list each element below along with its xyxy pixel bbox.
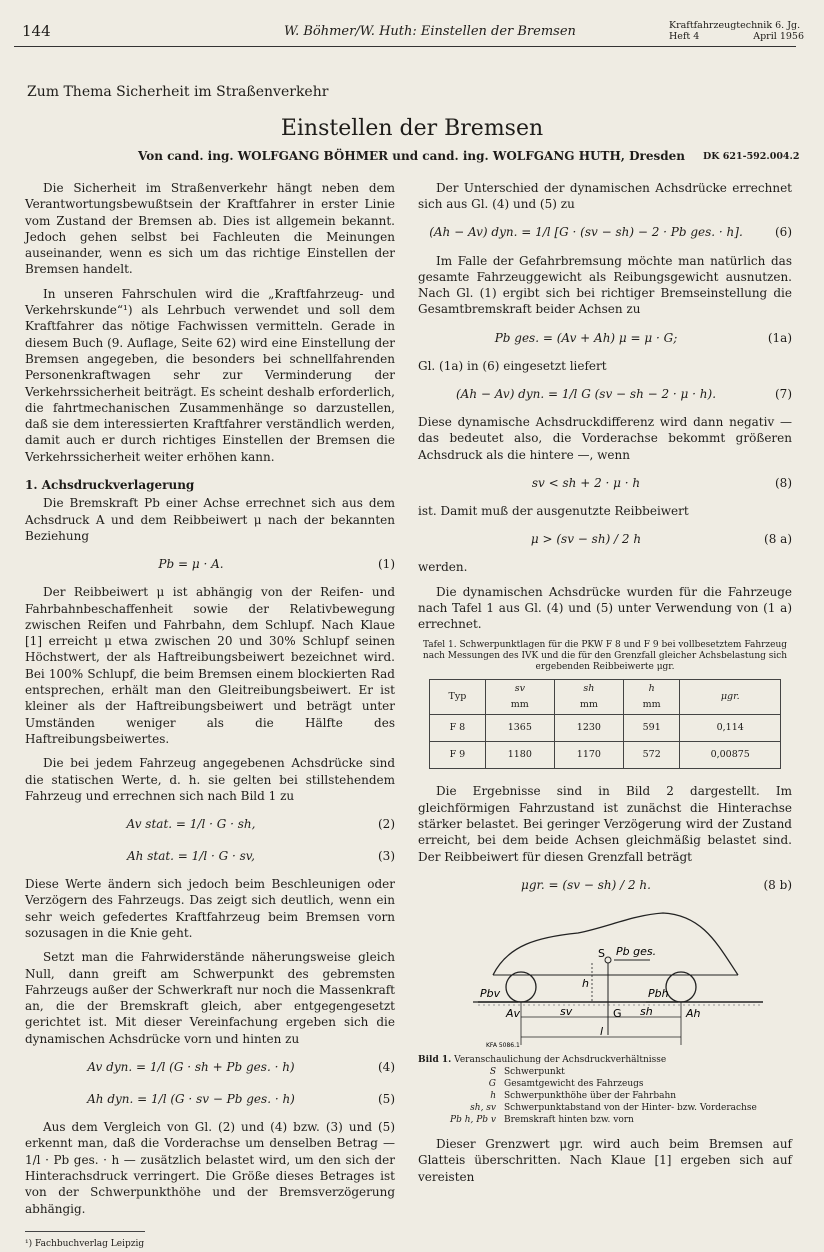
equation — [418, 471, 792, 495]
running-title: W. Böhmer/W. Huth: Einstellen der Bremsen — [284, 24, 576, 39]
paragraph: Aus dem Vergleich von Gl. (2) und (4) bzw. (3) und (5) erkennt man, daß die Vorderachse um denselben Betrag — 1/l · Pb ges. · h — zusätzlich belastet wird, um den sich der Hinterachsdruck verringert. Die Größe dieses Betrages ist von der Schwerpunkthöhe und der Bremsverzögerung abhängig. — [25, 1120, 395, 1216]
label-pbh: Pbh — [648, 986, 669, 1000]
equation-body: sv < sh + 2 · μ · h — [531, 475, 641, 490]
footnote: ¹) Fachbuchverlag Leipzig — [25, 1231, 145, 1252]
equation-body: Ah dyn. = 1/l (G · sv − Pb ges. · h) — [87, 1091, 295, 1106]
equation — [25, 844, 395, 868]
paragraph: Die Sicherheit im Straßenverkehr hängt neben dem Verantwortungsbewußtsein der Kraftfahrer in erster Linie vom Zustand der Bremsen ab. Dies ist allgemein bekannt. Jedoch gehen selbst bei Fachleuten die Meinungen auseinander, wenn es sich um das richtige Einstellen der Bremsen handelt. — [25, 181, 395, 277]
table-row — [430, 742, 781, 769]
equation-number: (5) — [378, 1091, 395, 1106]
front-wheel — [506, 972, 536, 1002]
table-caption: Tafel 1. Schwerpunktlagen für die PKW F 8 und F 9 bei vollbesetztem Fahrzeug nach Messungen des IVK und die für den Grenzfall gleicher Achsbelastung sich ergebenden Reibbeiwerte μgr. — [422, 640, 788, 673]
equation — [418, 527, 792, 551]
col-header: μgr. — [680, 680, 781, 715]
vehicle-diagram — [418, 905, 792, 1050]
col-header: sv mm — [485, 680, 554, 715]
equation — [418, 221, 792, 245]
label-pbv: Pbv — [480, 986, 501, 1000]
paragraph: In unseren Fahrschulen wird die „Kraftfahrzeug- und Verkehrskunde“¹) als Lehrbuch verwendet und soll dem Kraftfahrer das nötige Fachwissen vermitteln. Gerade in diesem Buch (9. Auflage, Seite 62) wird eine Einstellung der Bremsen angegeben, die besonders bei schnellfahrenden Personenkraftwagen sehr zur Verminderung der Verkehrssicherheit beiträgt. Es scheint deshalb erforderlich, die fahrtmechanischen Zusammenhänge so darzustellen, daß sie dem interessierten Kraftfahrer verständlich werden, damit auch er durch richtiges Einstellen der Bremsen die Verkehrssicherheit weiter erhöhen kann. — [25, 286, 395, 464]
figure-label: Bild 1. — [418, 1054, 452, 1065]
table-cell: 572 — [623, 742, 679, 769]
col-header: Typ — [430, 680, 486, 715]
label-h: h — [582, 976, 589, 990]
table-cell: 591 — [623, 715, 679, 742]
figure-caption — [418, 1054, 792, 1126]
equation — [25, 812, 395, 836]
legend-item: h Schwerpunkthöhe über der Fahrbahn — [490, 1090, 677, 1101]
equation — [418, 873, 792, 897]
paragraph: Diese dynamische Achsdruckdifferenz wird dann negativ — das bedeutet also, die Vorderachse bekommt größeren Achsdruck als die hintere —, wenn — [418, 415, 792, 462]
equation-number: (8 b) — [763, 877, 792, 892]
table-cell: F 9 — [430, 742, 486, 769]
journal-name: Kraftfahrzeugtechnik 6. Jg. — [669, 20, 801, 31]
equation-body: Pb = μ · A. — [158, 557, 224, 572]
journal-issue: Heft 4 — [669, 31, 700, 42]
equation-body: Av dyn. = 1/l (G · sh + Pb ges. · h) — [87, 1059, 295, 1074]
equation-number: (3) — [378, 848, 395, 863]
paragraph: Die Bremskraft Pb einer Achse errechnet sich aus dem Achsdruck A und dem Reibbeiwert μ nach der bekannten Beziehung — [25, 496, 395, 543]
equation — [418, 382, 792, 406]
table-cell: 0,114 — [680, 715, 781, 742]
label-ah: Ah — [686, 1006, 701, 1020]
paragraph: Der Reibbeiwert μ ist abhängig von der Reifen- und Fahrbahnbeschaffenheit sowie der Relativbewegung zwischen Reifen und Fahrbahn, dem Schlupf. Nach Klaue [1] erreicht μ etwa zwischen 20 und 30% Schlupf seinen Höchstwert, der als Haftreibungsbeiwert bezeichnet wird. Bei 100% Schlupf, die beim Bremsen einem blockierten Rad entsprechen, erhält man den Gleitreibungsbeiwert. Er ist kleiner als der Haftreibungsbeiwert und beträgt unter Umständen weniger als die Hälfte des Haftreibungsbeiwertes. — [25, 585, 395, 746]
journal-date: April 1956 — [753, 31, 804, 42]
label-av: Av — [506, 1006, 521, 1020]
paragraph: Die bei jedem Fahrzeug angegebenen Achsdrücke sind die statischen Werte, d. h. sie gelten bei stillstehendem Fahrzeug und errechnen sich nach Bild 1 zu — [25, 756, 395, 803]
equation-number: (7) — [775, 386, 792, 401]
equation-body: μ > (sv − sh) / 2 h — [530, 532, 642, 547]
paragraph: Im Falle der Gefahrbremsung möchte man natürlich das gesamte Fahrzeuggewicht als Reibungsgewicht ausnutzen. Nach Gl. (1) ergibt sich bei richtiger Bremseinstellung die Gesamtbremskraft beider Achsen zu — [418, 253, 792, 317]
table-cell: 1180 — [485, 742, 554, 769]
paragraph: Diese Werte ändern sich jedoch beim Beschleunigen oder Verzögern des Fahrzeugs. Das zeigt sich deutlich, wenn ein sehr weich gefedertes Kraftfahrzeug beim Bremsen vorn sozusagen in die Knie geht. — [25, 877, 395, 940]
legend-item: Pb h, Pb v Bremskraft hinten bzw. vorn — [450, 1114, 634, 1125]
table-row — [430, 715, 781, 742]
paragraph: werden. — [418, 560, 468, 575]
left-column — [25, 180, 395, 1252]
dk-classification: DK 621-592.004.2 — [703, 151, 800, 162]
label-sv: sv — [560, 1004, 573, 1018]
paragraph: ist. Damit muß der ausgenutzte Reibbeiwert — [418, 503, 689, 518]
paragraph: Gl. (1a) in (6) eingesetzt liefert — [418, 358, 607, 373]
equation-body: Pb ges. = (Av + Ah) μ = μ · G; — [494, 330, 678, 345]
equation — [25, 552, 395, 576]
equation-body: μgr. = (sv − sh) / 2 h. — [521, 877, 651, 892]
label-s: S — [598, 946, 605, 960]
table-cell: 1230 — [554, 715, 623, 742]
table-cell: 1170 — [554, 742, 623, 769]
equation-number: (4) — [378, 1059, 395, 1074]
page-header — [14, 20, 804, 47]
table-cell: 1365 — [485, 715, 554, 742]
equation-number: (8) — [775, 475, 792, 490]
figure-title: Veranschaulichung der Achsdruckverhältnisse — [454, 1054, 667, 1065]
equation-number: (8 a) — [764, 532, 792, 547]
figure-stamp: KFA 5086.1 — [486, 1041, 520, 1049]
section-heading: Zum Thema Sicherheit im Straßenverkehr — [27, 84, 329, 100]
equation-number: (1) — [378, 557, 395, 572]
legend-item: sh, sv Schwerpunktabstand von der Hinter- bzw. Vorderachse — [470, 1102, 757, 1113]
legend-item: G Gesamtgewicht des Fahrzeugs — [488, 1078, 644, 1089]
equation-number: (6) — [775, 225, 792, 240]
paragraph: Die Ergebnisse sind in Bild 2 dargestellt. Im gleichförmigen Fahrzustand ist zunächst die Hinterachse stärker belastet. Bei geringer Verzögerung wird der Zustand erreicht, bei dem beide Achsen gleichmäßig belastet sind. Der Reibbeiwert für diesen Grenzfall beträgt — [418, 784, 792, 864]
equation — [418, 326, 792, 350]
label-l: l — [600, 1024, 604, 1038]
paragraph: Setzt man die Fahrwiderstände näherungsweise gleich Null, dann greift am Schwerpunkt des gebremsten Fahrzeugs außer der Schwerkraft nur noch die Massenkraft an, die der Bremskraft gleich, aber entgegengesetzt gerichtet ist. Mit dieser Vereinfachung ergeben sich die dynamischen Achsdrücke vorn und hinten zu — [25, 950, 395, 1046]
rear-wheel — [666, 972, 696, 1002]
col-header: sh mm — [554, 680, 623, 715]
equation-number: (1a) — [767, 330, 792, 345]
equation — [25, 1087, 395, 1111]
label-g: G — [613, 1006, 622, 1020]
data-table — [429, 679, 781, 769]
equation-body: (Ah − Av) dyn. = 1/l [G · (sv − sh) − 2 · Pb ges. · h]. — [429, 225, 743, 240]
equation — [25, 1055, 395, 1079]
equation-body: (Ah − Av) dyn. = 1/l G (sv − sh − 2 · μ · h). — [455, 386, 717, 401]
col-header: h mm — [623, 680, 679, 715]
label-sh: sh — [640, 1004, 653, 1018]
label-pb-ges: Pb ges. — [616, 944, 657, 958]
equation-body: Ah stat. = 1/l · G · sv, — [127, 848, 255, 863]
legend-item: S Schwerpunkt — [489, 1066, 565, 1077]
table-header-row — [430, 680, 781, 715]
table-cell: F 8 — [430, 715, 486, 742]
paragraph: Dieser Grenzwert μgr. wird auch beim Bremsen auf Glatteis überschritten. Nach Klaue [1] ergeben sich auf vereisten — [418, 1136, 792, 1184]
equation-number: (2) — [378, 816, 395, 831]
paragraph: Die dynamischen Achsdrücke wurden für die Fahrzeuge nach Tafel 1 aus Gl. (4) und (5) unter Verwendung von (1 a) errechnet. — [418, 584, 792, 632]
table-cell: 0,00875 — [680, 742, 781, 769]
subheading: 1. Achsdruckverlagerung — [25, 478, 195, 493]
centre-of-gravity — [605, 957, 611, 963]
right-column — [418, 180, 792, 1193]
car-body-outline — [493, 913, 738, 975]
equation-body: Av stat. = 1/l · G · sh, — [126, 816, 256, 831]
figure-vehicle-diagram — [418, 905, 792, 1050]
paragraph: Der Unterschied der dynamischen Achsdrücke errechnet sich aus Gl. (4) und (5) zu — [418, 181, 792, 212]
page-number: 144 — [22, 22, 51, 40]
article-title: Einstellen der Bremsen — [280, 116, 544, 141]
byline: Von cand. ing. WOLFGANG BÖHMER und cand. ing. WOLFGANG HUTH, Dresden — [138, 149, 686, 163]
journal-info — [669, 20, 804, 42]
